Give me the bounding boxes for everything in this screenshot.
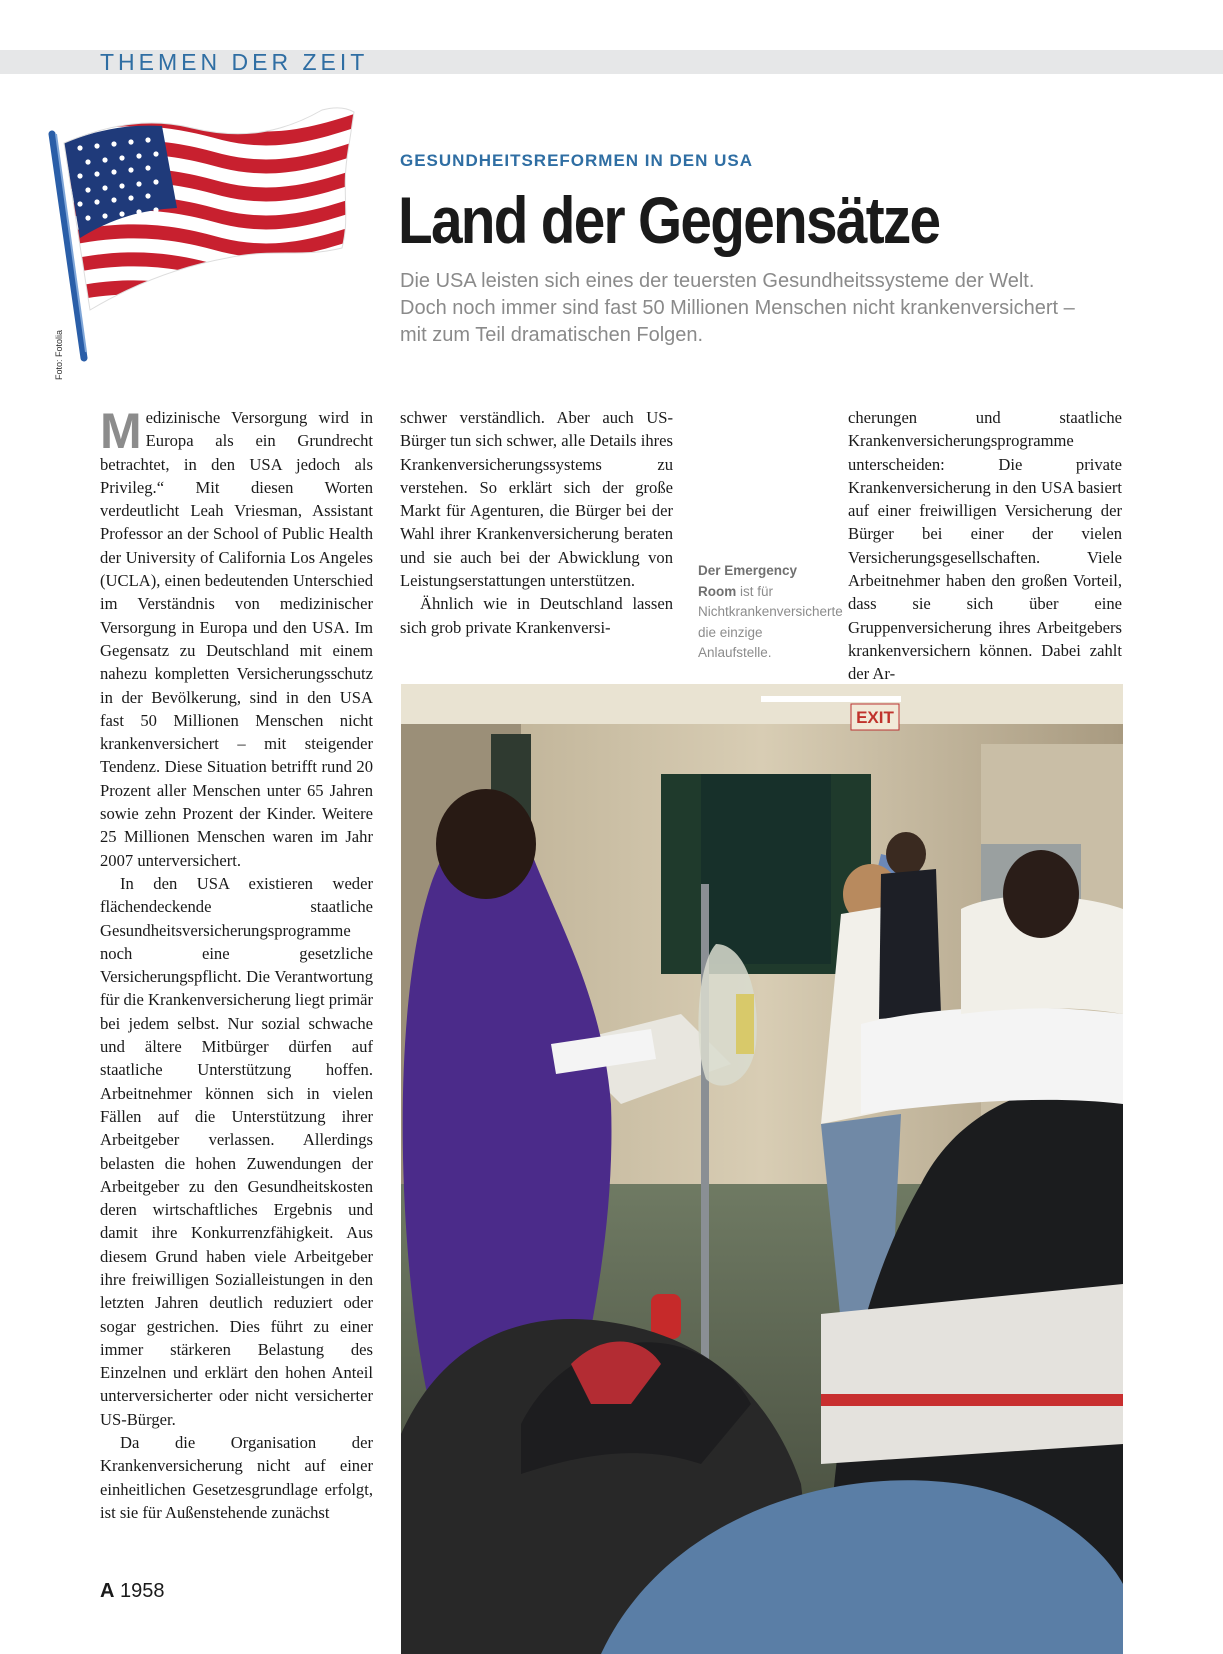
flag-star xyxy=(128,139,133,144)
paragraph: Da die Organisation der Krankenversicherung nicht auf einer einheitlichen Gesetzesgrundlage erfolgt, ist sie für Außenstehende zunächst xyxy=(100,1433,373,1522)
flag-star xyxy=(111,169,116,174)
page-number xyxy=(100,1580,165,1603)
article-title: Land der Gegensätze xyxy=(398,183,940,257)
caption-bold: Der Emergency Room xyxy=(698,563,798,599)
text-column-1 xyxy=(100,403,373,1524)
flag-star xyxy=(85,159,90,164)
section-label: THEMEN DER ZEIT xyxy=(100,49,369,75)
text-column-2 xyxy=(400,406,673,639)
flag-star xyxy=(94,171,99,176)
photo-credit: Foto: Fotolia xyxy=(54,329,64,380)
flag-star xyxy=(119,183,124,188)
flag-star xyxy=(153,151,158,156)
page-letter: A xyxy=(100,1580,115,1602)
flag-star xyxy=(119,155,124,160)
flag-star xyxy=(136,153,141,158)
flag-star xyxy=(128,167,133,172)
flag-star xyxy=(145,137,150,142)
article-lead: Die USA leisten sich eines der teuersten Gesundheitssysteme der Welt. Doch noch immer sind fast 50 Millionen Menschen nicht krankenversichert – mit zum Teil dramatischen Folgen. xyxy=(400,270,1075,346)
flag-star xyxy=(153,179,158,184)
flag-star xyxy=(102,213,107,218)
paragraph: Ähnlich wie in Deutschland lassen sich grob private Krankenversi- xyxy=(400,594,673,637)
paragraph: In den USA existieren weder flächendeckende staatliche Gesundheitsversicherungsprogramme noch eine gesetzliche Versicherungspflicht. Die Verantwortung für die Krankenversicherung liegt primär bei jedem selbst. Nur sozial schwache und ältere Mitbürger dürfen auf staatliche Unterstützung hoffen. Arbeitnehmer können sich in vielen Fällen auf die Unterstützung ihrer Arbeitgeber verlassen. Allerdings belasten die hohen Zuwendungen der Arbeitgeber zu den Gesundheitskosten deren wirtschaftliches Ergebnis und damit ihre Konkurrenzfähigkeit. Aus diesem Grund haben viele Arbeitgeber ihre freiwilligen Sozialleistungen in den letzten Jahren deutlich reduziert oder sogar gestrichen. Dies führt zu einer immer stärkeren Belastung des Einzelnen und erklärt den hohen Anteil unterversicherter oder nicht versicherter US-Bürger. xyxy=(100,873,373,1429)
paragraph: cherungen und staatliche Krankenversicherungsprogramme unterscheiden: Die private Krankenversicherung in den USA basiert auf einer freiwilligen Versicherung der Bürger bei einer der vielen Versicherungsgesellschaften. Viele Arbeitnehmer haben den großen Vorteil, dass sie sich über eine Gruppenversicherung ihres Arbeitgebers krankenversichern können. Dabei zahlt der Ar- xyxy=(848,408,1122,684)
flag-star xyxy=(77,201,82,206)
exit-sign: EXIT xyxy=(856,708,894,727)
page-digits: 1958 xyxy=(114,1580,165,1602)
flag-star xyxy=(85,187,90,192)
us-flag-illustration xyxy=(42,98,382,383)
flag-star xyxy=(102,185,107,190)
article-kicker: GESUNDHEITSREFORMEN IN DEN USA xyxy=(400,151,754,170)
emergency-room-photo xyxy=(401,684,1123,1654)
text-column-3 xyxy=(848,406,1122,686)
flag-star xyxy=(111,197,116,202)
flag-star xyxy=(128,195,133,200)
flag-star xyxy=(145,165,150,170)
paragraph: edizinische Versorgung wird in Europa als ein Grundrecht betrachtet, in den USA jedoch als Privileg.“ Mit diesen Worten verdeutlicht Leah Vriesman, Assistant Professor an der School of Public Health der University of California Los Angeles (UCLA), einen bedeutenden Unterschied im Verständnis von medizinischer Versorgung in Europa und den USA. Im Gegensatz zu Deutschland mit einem nahezu kompletten Versicherungsschutz in der Bevölkerung, sind in den USA fast 50 Millionen Menschen nicht krankenversichert – mit steigender Tendenz. Diese Situation betrifft rund 20 Prozent aller Menschen unter 65 Jahren sowie zehn Prozent der Kinder. Weitere 25 Millionen Menschen waren im Jahr 2007 unterversichert. xyxy=(100,408,373,870)
flag-star xyxy=(153,207,158,212)
drop-cap: M xyxy=(100,403,142,459)
flag-star xyxy=(94,143,99,148)
flag-star xyxy=(136,209,141,214)
flag-star xyxy=(77,145,82,150)
photo-caption xyxy=(698,561,843,664)
flag-star xyxy=(145,193,150,198)
flag-star xyxy=(102,157,107,162)
flag-star xyxy=(77,173,82,178)
flag-star xyxy=(119,211,124,216)
paragraph: schwer verständlich. Aber auch US-Bürger tun sich schwer, alle Details ihres Krankenversicherungssystems zu verstehen. So erklärt sich der große Markt für Agenturen, die Bürger bei der Wahl ihrer Krankenversicherung beraten und sie auch bei der Abwicklung von Leistungserstattungen unterstützen. xyxy=(400,408,673,591)
flag-star xyxy=(94,199,99,204)
flag-star xyxy=(111,141,116,146)
flag-star xyxy=(85,215,90,220)
flag-star xyxy=(136,181,141,186)
caption-text: ist für Nichtkrankenversicherte die einzige Anlaufstelle. xyxy=(698,583,843,660)
